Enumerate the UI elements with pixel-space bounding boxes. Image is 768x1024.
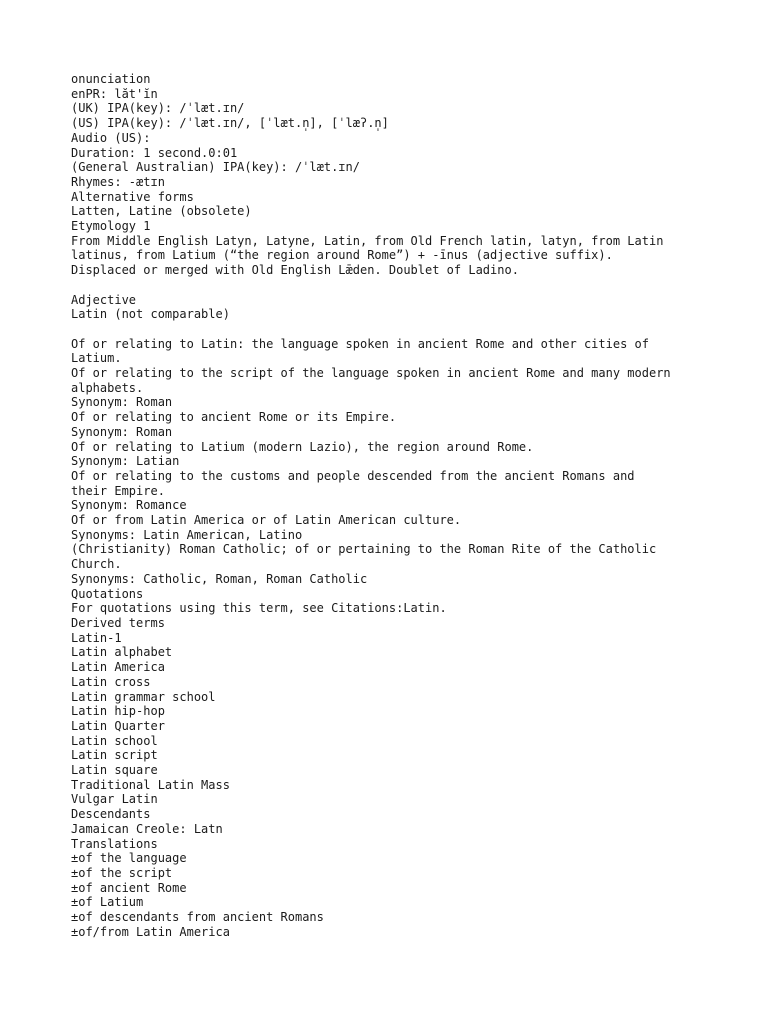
derived-term-item: Latin hip-hop xyxy=(71,704,165,719)
etymology-heading: Etymology 1 xyxy=(71,219,151,234)
rhymes-line: Rhymes: -ætɪn xyxy=(71,174,165,189)
descendants-heading: Descendants xyxy=(71,807,151,822)
sense-line: Of or from Latin America or of Latin American culture. xyxy=(71,513,462,528)
derived-term-item: Latin school xyxy=(71,733,158,748)
pronunciation-heading: onunciation xyxy=(71,72,151,86)
derived-term-item: Traditional Latin Mass xyxy=(71,777,230,792)
derived-term-item: Latin-1 xyxy=(71,630,122,645)
etymology-line: latinus, from Latium (“the region around Rome”) + -īnus (adjective suffix). xyxy=(71,248,613,263)
sense-line: Of or relating to Latium (modern Lazio), the region around Rome. xyxy=(71,439,534,454)
etymology-line: Displaced or merged with Old English Lǣden. Doublet of Ladino. xyxy=(71,263,519,278)
synonym-line: Synonym: Roman xyxy=(71,424,173,439)
sense-line: Of or relating to the customs and people descended from the ancient Romans and xyxy=(71,468,635,483)
sense-line: Latium. xyxy=(71,351,122,366)
synonym-line: Synonyms: Catholic, Roman, Roman Catholic xyxy=(71,571,368,586)
sense-line: alphabets. xyxy=(71,380,144,395)
document-body xyxy=(71,72,711,939)
alternative-forms-section xyxy=(71,190,711,219)
translations-heading: Translations xyxy=(71,836,158,851)
descendants-section xyxy=(71,807,711,836)
translation-toggle: ±of descendants from ancient Romans xyxy=(71,910,324,925)
quotations-heading: Quotations xyxy=(71,586,144,601)
spacer xyxy=(71,278,711,293)
translation-toggle: ±of ancient Rome xyxy=(71,880,187,895)
translations-section xyxy=(71,837,711,940)
spacer xyxy=(71,322,711,337)
derived-term-item: Latin grammar school xyxy=(71,689,216,704)
synonym-line: Synonym: Romance xyxy=(71,498,187,513)
sense-line: Of or relating to ancient Rome or its Empire. xyxy=(71,410,397,425)
ipa-us-line: (US) IPA(key): /ˈlæt.ɪn/, [ˈlæt.n̩], [ˈlæʔ.n̩] xyxy=(71,116,389,131)
adjective-heading: Adjective xyxy=(71,292,137,307)
ipa-uk-line: (UK) IPA(key): /ˈlæt.ɪn/ xyxy=(71,101,245,116)
audio-us-line: Audio (US): xyxy=(71,130,151,145)
duration-line: Duration: 1 second.0:01 xyxy=(71,145,238,160)
sense-line: Of or relating to the script of the language spoken in ancient Rome and many modern xyxy=(71,366,671,381)
translation-toggle: ±of Latium xyxy=(71,895,144,910)
adjective-section xyxy=(71,293,711,587)
etymology-line: From Middle English Latyn, Latyne, Latin, from Old French latin, latyn, from Latin xyxy=(71,233,664,248)
etymology-section xyxy=(71,219,711,278)
enpr-line: enPR: lăt'ĭn xyxy=(71,86,158,101)
quotations-section xyxy=(71,587,711,616)
adjective-head-line: Latin (not comparable) xyxy=(71,307,230,322)
derived-terms-heading: Derived terms xyxy=(71,615,165,630)
derived-term-item: Latin script xyxy=(71,748,158,763)
sense-line: Of or relating to Latin: the language spoken in ancient Rome and other cities of xyxy=(71,336,649,351)
alternative-forms-heading: Alternative forms xyxy=(71,189,194,204)
synonym-line: Synonym: Roman xyxy=(71,395,173,410)
quotations-text: For quotations using this term, see Citations:Latin. xyxy=(71,601,447,616)
translation-toggle: ±of the language xyxy=(71,851,187,866)
alternative-forms-text: Latten, Latine (obsolete) xyxy=(71,204,252,219)
translation-toggle: ±of/from Latin America xyxy=(71,924,230,939)
sense-line: (Christianity) Roman Catholic; of or pertaining to the Roman Rite of the Catholic xyxy=(71,542,657,557)
translation-toggle: ±of the script xyxy=(71,865,173,880)
derived-terms-section xyxy=(71,616,711,807)
derived-term-item: Latin Quarter xyxy=(71,718,165,733)
sense-line: their Empire. xyxy=(71,483,165,498)
sense-line: Church. xyxy=(71,557,122,572)
derived-term-item: Latin alphabet xyxy=(71,645,173,660)
sense-list xyxy=(71,337,711,587)
derived-term-item: Vulgar Latin xyxy=(71,792,158,807)
synonym-line: Synonyms: Latin American, Latino xyxy=(71,527,303,542)
synonym-line: Synonym: Latian xyxy=(71,454,180,469)
ipa-australian-line: (General Australian) IPA(key): /ˈlæt.ɪn/ xyxy=(71,160,360,175)
derived-term-item: Latin America xyxy=(71,660,165,675)
pronunciation-section xyxy=(71,72,711,190)
derived-term-item: Latin cross xyxy=(71,674,151,689)
derived-term-item: Latin square xyxy=(71,763,158,778)
descendant-item: Jamaican Creole: Latn xyxy=(71,821,223,836)
